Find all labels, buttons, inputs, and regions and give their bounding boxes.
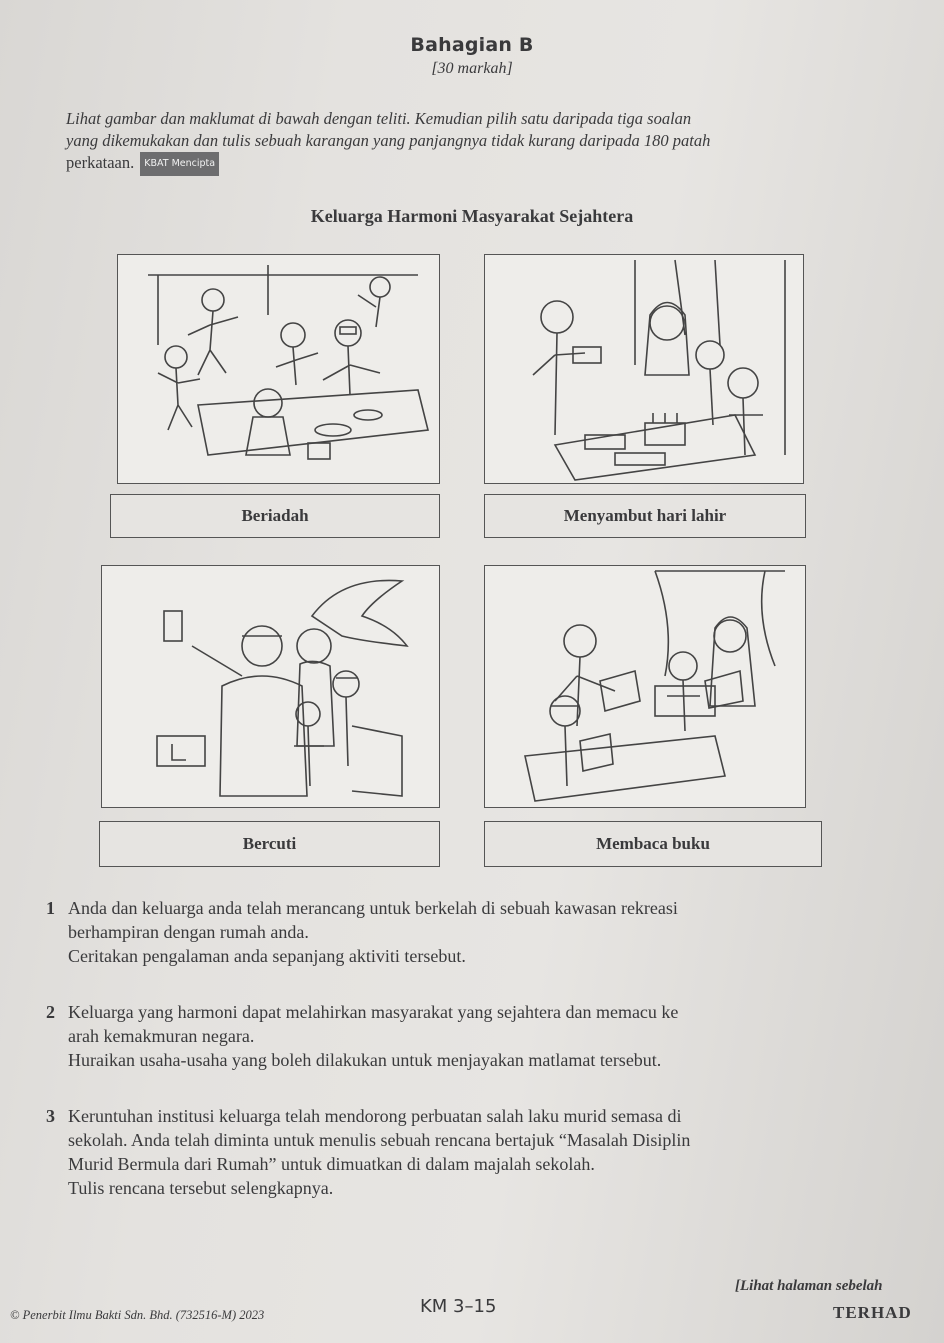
question-line: Huraikan usaha-usaha yang boleh dilakukan untuk menjayakan matlamat tersebut. <box>68 1050 662 1070</box>
caption-beriadah: Beriadah <box>110 494 440 538</box>
kbat-badge: KBAT Mencipta <box>140 152 219 176</box>
instructions-line-3-wrap <box>66 152 866 176</box>
publisher-credit: © Penerbit Ilmu Bakti Sdn. Bhd. (732516-M) 2023 <box>10 1308 265 1322</box>
see-next-page-note: [Lihat halaman sebelah <box>735 1278 883 1294</box>
instructions-line-1: Lihat gambar dan maklumat di bawah dengan teliti. Kemudian pilih satu daripada tiga soalan <box>66 109 692 128</box>
question-number: 1 <box>46 898 55 918</box>
family-picnic-illustration-icon <box>118 255 439 483</box>
restricted-label: TERHAD <box>833 1303 912 1322</box>
section-title: Bahagian B <box>410 34 534 56</box>
question-line: berhampiran dengan rumah anda. <box>68 922 309 942</box>
instructions-line-2: yang dikemukakan dan tulis sebuah karangan yang panjangnya tidak kurang daripada 180 patah <box>66 131 711 150</box>
question-1 <box>46 896 916 968</box>
question-line: Murid Bermula dari Rumah” untuk dimuatkan di dalam majalah sekolah. <box>68 1154 595 1174</box>
picture-panel-bercuti <box>101 565 440 808</box>
picture-panel-hari-lahir <box>484 254 804 484</box>
caption-membaca-buku: Membaca buku <box>484 821 822 867</box>
question-line: Anda dan keluarga anda telah merancang untuk berkelah di sebuah kawasan rekreasi <box>68 898 678 918</box>
question-2 <box>46 1000 916 1072</box>
page-code: KM 3–15 <box>420 1296 497 1317</box>
picture-panel-membaca-buku <box>484 565 806 808</box>
question-line: Keruntuhan institusi keluarga telah mendorong perbuatan salah laku murid semasa di <box>68 1106 682 1126</box>
question-3 <box>46 1104 916 1200</box>
picture-panel-beriadah <box>117 254 440 484</box>
caption-hari-lahir: Menyambut hari lahir <box>484 494 806 538</box>
instructions <box>66 108 866 176</box>
family-vacation-selfie-illustration-icon <box>102 566 439 807</box>
question-line: Ceritakan pengalaman anda sepanjang aktiviti tersebut. <box>68 946 466 966</box>
question-number: 2 <box>46 1002 55 1022</box>
question-line: Tulis rencana tersebut selengkapnya. <box>68 1178 334 1198</box>
question-line: sekolah. Anda telah diminta untuk menulis sebuah rencana bertajuk “Masalah Disiplin <box>68 1130 691 1150</box>
family-reading-illustration-icon <box>485 566 805 807</box>
question-line: Keluarga yang harmoni dapat melahirkan masyarakat yang sejahtera dan memacu ke <box>68 1002 679 1022</box>
marks-label: [30 markah] <box>431 60 513 77</box>
instructions-line-3: perkataan. <box>66 153 135 172</box>
question-line: arah kemakmuran negara. <box>68 1026 255 1046</box>
birthday-celebration-illustration-icon <box>485 255 803 483</box>
question-number: 3 <box>46 1106 55 1126</box>
caption-bercuti: Bercuti <box>99 821 440 867</box>
theme-title: Keluarga Harmoni Masyarakat Sejahtera <box>310 206 634 226</box>
